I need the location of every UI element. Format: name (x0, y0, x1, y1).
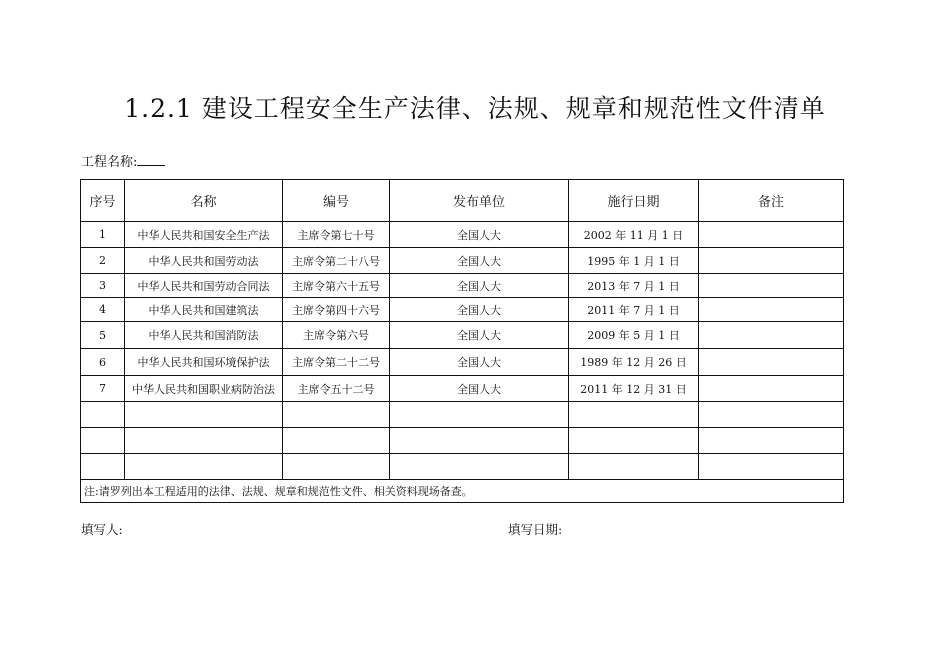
empty-cell (699, 428, 844, 454)
table-header-row (81, 180, 844, 222)
cell-name: 中华人民共和国职业病防治法 (125, 376, 283, 402)
empty-cell (81, 428, 125, 454)
table-row (81, 274, 844, 298)
empty-table-row (81, 402, 844, 428)
header-no: 序号 (81, 180, 125, 222)
empty-cell (569, 402, 699, 428)
project-name-label: 工程名称: (81, 155, 138, 170)
cell-code: 主席令五十二号 (283, 376, 390, 402)
cell-no: 3 (81, 274, 125, 298)
cell-code: 主席令第七十号 (283, 222, 390, 248)
table-row (81, 376, 844, 402)
note-row (81, 480, 844, 503)
cell-remark (699, 274, 844, 298)
empty-cell (125, 402, 283, 428)
empty-cell (569, 428, 699, 454)
cell-no: 7 (81, 376, 125, 402)
cell-date: 1989 年 12 月 26 日 (569, 349, 699, 376)
document-title: 1.2.1 建设工程安全生产法律、法规、规章和规范性文件清单 (124, 94, 826, 123)
cell-date: 1995 年 1 月 1 日 (569, 248, 699, 274)
cell-remark (699, 248, 844, 274)
cell-issuer: 全国人大 (390, 349, 569, 376)
cell-issuer: 全国人大 (390, 222, 569, 248)
cell-no: 4 (81, 298, 125, 322)
cell-no: 2 (81, 248, 125, 274)
project-name-line (81, 153, 165, 172)
cell-no: 5 (81, 322, 125, 349)
table-row (81, 222, 844, 248)
cell-date: 2013 年 7 月 1 日 (569, 274, 699, 298)
empty-cell (125, 454, 283, 480)
cell-code: 主席令第六号 (283, 322, 390, 349)
cell-name: 中华人民共和国劳动合同法 (125, 274, 283, 298)
cell-code: 主席令第四十六号 (283, 298, 390, 322)
project-name-blank (137, 153, 165, 166)
cell-issuer: 全国人大 (390, 274, 569, 298)
empty-cell (699, 402, 844, 428)
empty-table-row (81, 428, 844, 454)
empty-cell (390, 428, 569, 454)
table-row (81, 322, 844, 349)
cell-name: 中华人民共和国消防法 (125, 322, 283, 349)
empty-cell (81, 402, 125, 428)
empty-cell (283, 402, 390, 428)
table-row (81, 349, 844, 376)
header-remark: 备注 (699, 180, 844, 222)
empty-cell (569, 454, 699, 480)
header-name: 名称 (125, 180, 283, 222)
table-row (81, 298, 844, 322)
cell-name: 中华人民共和国安全生产法 (125, 222, 283, 248)
cell-date: 2009 年 5 月 1 日 (569, 322, 699, 349)
cell-remark (699, 349, 844, 376)
cell-code: 主席令第二十二号 (283, 349, 390, 376)
cell-code: 主席令第六十五号 (283, 274, 390, 298)
empty-cell (390, 402, 569, 428)
empty-cell (390, 454, 569, 480)
empty-cell (283, 428, 390, 454)
cell-remark (699, 376, 844, 402)
header-issuer: 发布单位 (390, 180, 569, 222)
cell-date: 2011 年 7 月 1 日 (569, 298, 699, 322)
cell-date: 2011 年 12 月 31 日 (569, 376, 699, 402)
empty-table-row (81, 454, 844, 480)
cell-issuer: 全国人大 (390, 298, 569, 322)
fill-date-label: 填写日期: (508, 522, 563, 537)
cell-remark (699, 298, 844, 322)
cell-name: 中华人民共和国环境保护法 (125, 349, 283, 376)
regulations-table (80, 179, 844, 503)
cell-issuer: 全国人大 (390, 322, 569, 349)
cell-no: 1 (81, 222, 125, 248)
cell-issuer: 全国人大 (390, 376, 569, 402)
header-code: 编号 (283, 180, 390, 222)
cell-issuer: 全国人大 (390, 248, 569, 274)
empty-cell (81, 454, 125, 480)
cell-name: 中华人民共和国建筑法 (125, 298, 283, 322)
cell-remark (699, 322, 844, 349)
cell-name: 中华人民共和国劳动法 (125, 248, 283, 274)
empty-cell (125, 428, 283, 454)
empty-cell (699, 454, 844, 480)
cell-remark (699, 222, 844, 248)
header-date: 施行日期 (569, 180, 699, 222)
table-note: 注:请罗列出本工程适用的法律、法规、规章和规范性文件、相关资料现场备查。 (81, 480, 844, 503)
filler-label: 填写人: (81, 522, 123, 537)
cell-date: 2002 年 11 月 1 日 (569, 222, 699, 248)
empty-cell (283, 454, 390, 480)
table-row (81, 248, 844, 274)
cell-code: 主席令第二十八号 (283, 248, 390, 274)
cell-no: 6 (81, 349, 125, 376)
